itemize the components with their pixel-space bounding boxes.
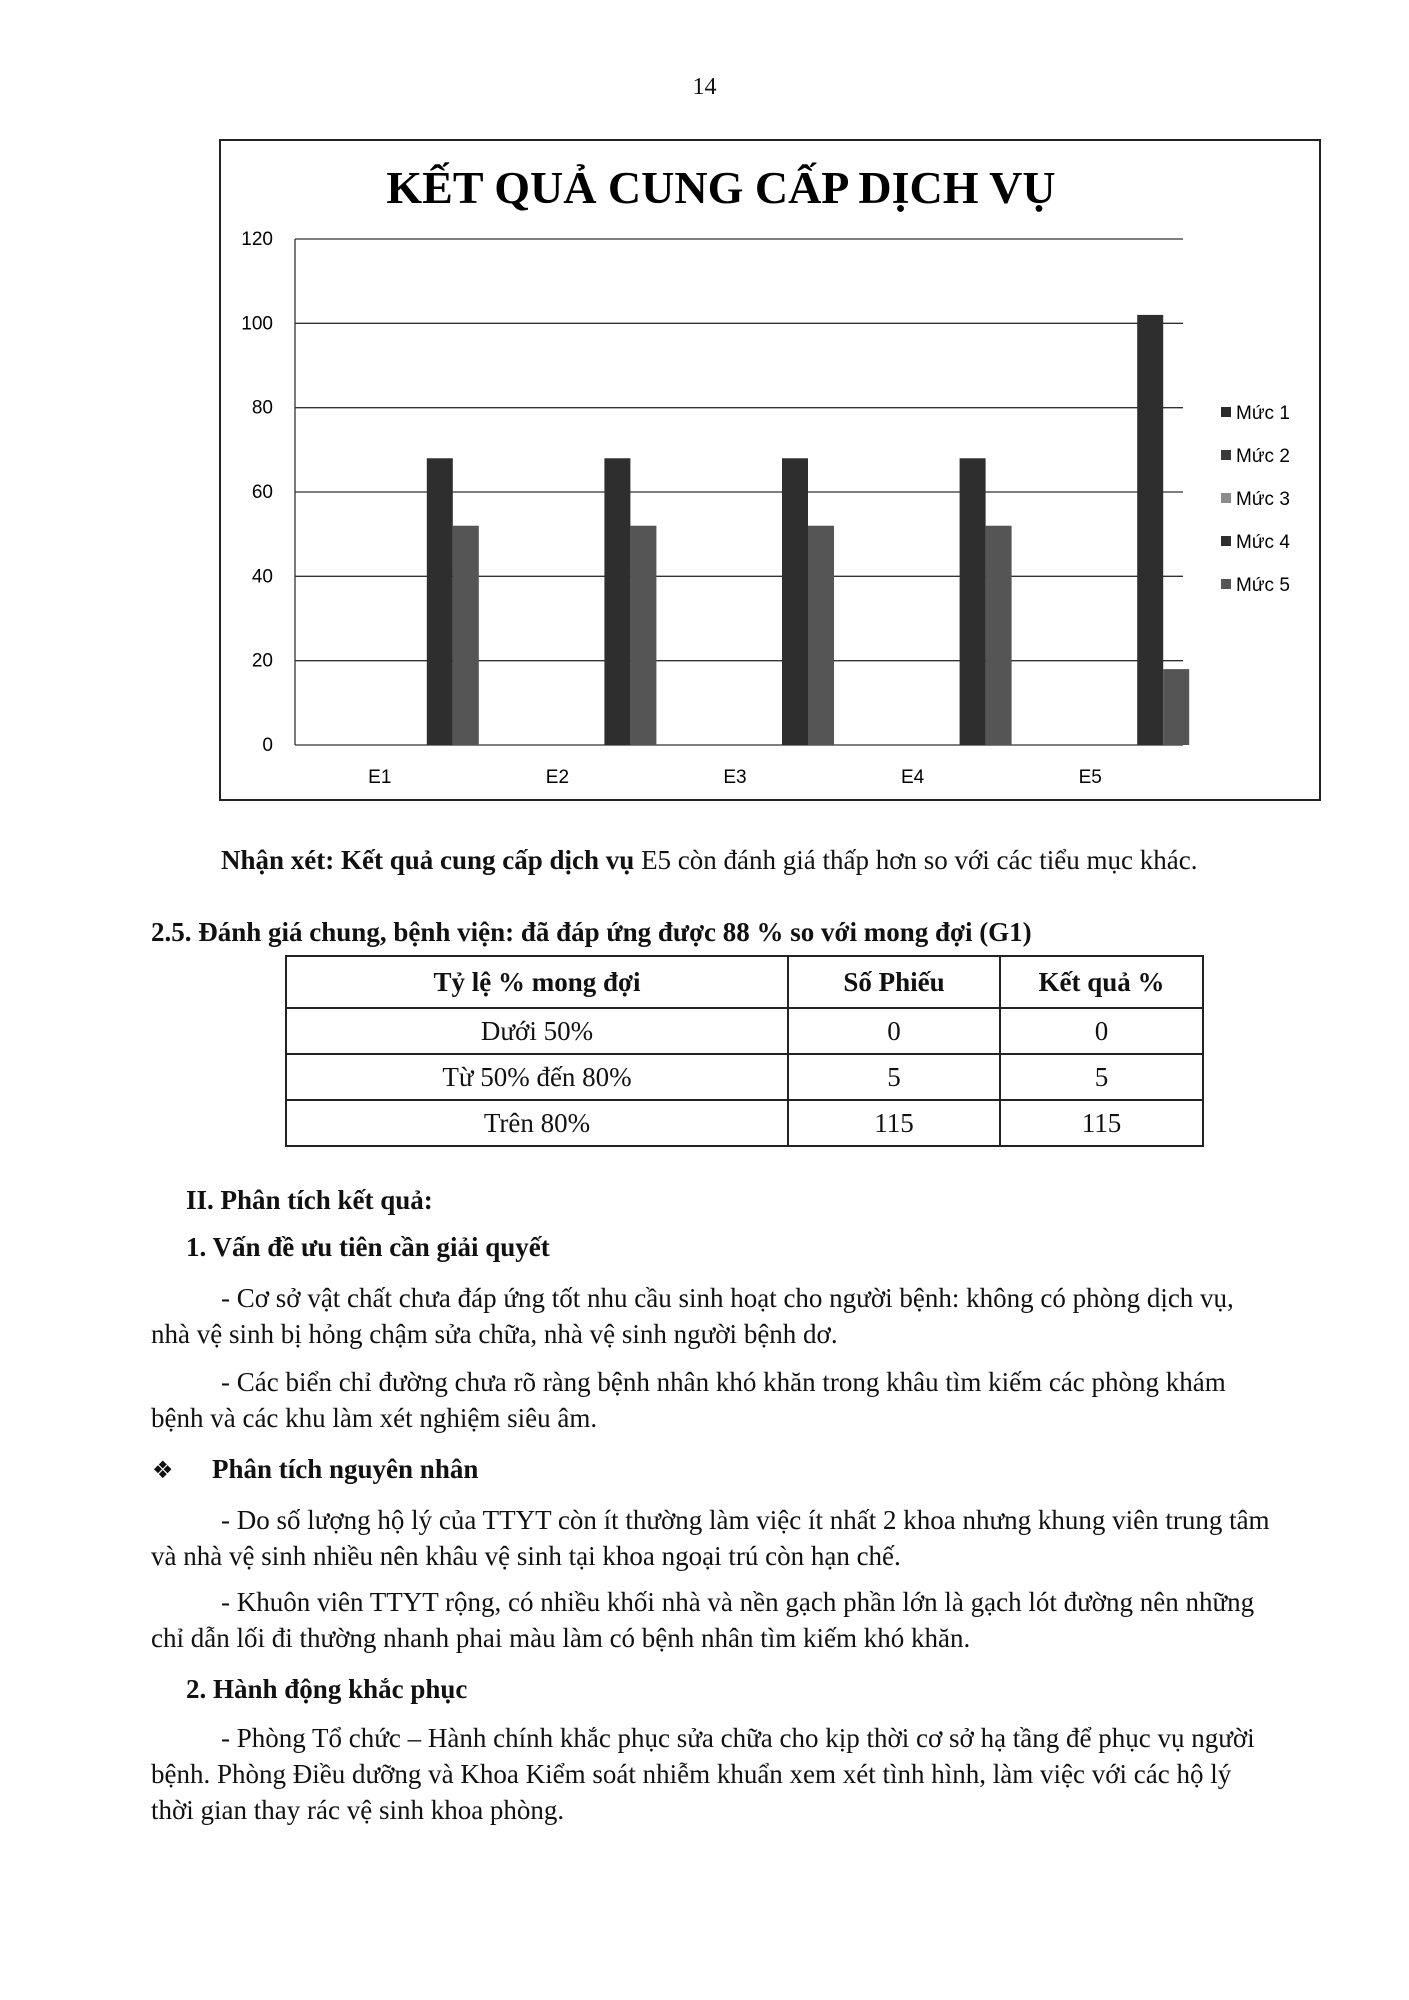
table-cell: 0 [1000,1008,1203,1054]
x-tick-label: E5 [1078,767,1102,788]
section-2-5-heading: 2.5. Đánh giá chung, bệnh viện: đã đáp ứng được 88 % so với mong đợi (G1) [151,917,1032,947]
legend-swatch [1221,450,1231,460]
legend-label: Mức 2 [1236,446,1290,467]
paragraph-4 [151,1584,1271,1656]
table-row [286,1008,1203,1054]
y-tick-label: 40 [251,566,273,588]
section-2-heading: 2. Hành động khắc phục [186,1674,468,1704]
chart-bar [630,526,656,745]
table-header-cell: Số Phiếu [788,956,1000,1008]
x-tick-label: E3 [723,767,747,788]
y-tick-label: 60 [251,482,273,503]
chart-bar [986,526,1012,745]
page-number: 14 [692,74,717,100]
paragraph-1 [151,1280,1271,1352]
result-table [285,955,1204,1147]
table-cell: 0 [788,1008,1000,1054]
chart-bar [1137,315,1163,745]
diamond-bullet-icon: ❖ [152,1456,174,1484]
legend-label: Mức 5 [1236,575,1290,596]
table-header-cell: Tỷ lệ % mong đợi [286,956,788,1008]
paragraph-4-text: - Khuôn viên TTYT rộng, có nhiều khối nhà và nền gạch phần lớn là gạch lót đường nên những chỉ dẫn lối đi thường nhanh phai màu làm có bệnh nhân tìm kiếm khó khăn. [151,1587,1255,1653]
table-cell: Trên 80% [286,1100,788,1146]
chart-bar [604,458,630,745]
legend-label: Mức 1 [1236,403,1290,424]
legend-swatch [1221,536,1231,546]
y-tick-label: 0 [262,735,273,756]
chart-bar [960,458,986,745]
paragraph-1-text: - Cơ sở vật chất chưa đáp ứng tốt nhu cầu sinh hoạt cho người bệnh: không có phòng dịch vụ, nhà vệ sinh bị hỏng chậm sửa chữa, nhà vệ sinh người bệnh dơ. [151,1283,1234,1349]
legend-swatch [1221,407,1231,417]
chart-bar [1163,669,1189,745]
nhan-xet-bold-text: Kết quả cung cấp dịch vụ [341,845,635,875]
legend-swatch [1221,579,1231,589]
chart-canvas [221,141,1319,799]
y-tick-label: 100 [241,313,273,335]
paragraph-2-text: - Các biển chỉ đường chưa rõ ràng bệnh nhân khó khăn trong khâu tìm kiếm các phòng khám bệnh và các khu làm xét nghiệm siêu âm. [151,1367,1226,1433]
nhan-xet-text: E5 còn đánh giá thấp hơn so với các tiểu mục khác. [641,845,1198,875]
y-tick-label: 80 [251,397,273,419]
nhan-xet-paragraph [151,842,1271,878]
table-cell: Từ 50% đến 80% [286,1054,788,1100]
x-tick-label: E4 [900,767,925,788]
x-tick-label: E1 [368,767,392,788]
y-tick-label: 120 [241,229,273,250]
section-1-heading: 1. Vấn đề ưu tiên cần giải quyết [186,1232,550,1262]
cause-heading-text: Phân tích nguyên nhân [212,1454,479,1484]
paragraph-3-text: - Do số lượng hộ lý của TTYT còn ít thường làm việc ít nhất 2 khoa nhưng khung viên trung tâm và nhà vệ sinh nhiều nên khâu vệ sinh tại khoa ngoại trú còn hạn chế. [151,1505,1270,1571]
paragraph-5-text: - Phòng Tổ chức – Hành chính khắc phục sửa chữa cho kịp thời cơ sở hạ tầng để phục vụ người bệnh. Phòng Điều dưỡng và Khoa Kiểm soát nhiễm khuẩn xem xét tình hình, làm việc với các hộ lý thời gian thay rác vệ sinh khoa phòng. [151,1723,1255,1825]
bar-chart [219,139,1321,801]
legend-label: Mức 3 [1236,489,1290,510]
table-cell: 5 [788,1054,1000,1100]
table-cell: 115 [1000,1100,1203,1146]
x-tick-label: E2 [545,767,570,788]
table-cell: Dưới 50% [286,1008,788,1054]
section-ii-heading: II. Phân tích kết quả: [186,1185,433,1215]
chart-title: KẾT QUẢ CUNG CẤP DỊCH VỤ [386,162,1056,213]
chart-bar [453,526,479,745]
table-row [286,1054,1203,1100]
cause-heading [152,1454,478,1485]
paragraph-2 [151,1364,1271,1436]
chart-bar [808,526,834,745]
chart-bar [427,458,453,745]
nhan-xet-label: Nhận xét: [221,845,335,875]
legend-swatch [1221,493,1231,503]
table-cell: 5 [1000,1054,1203,1100]
y-tick-label: 20 [251,650,273,672]
table-row [286,1100,1203,1146]
legend-label: Mức 4 [1236,532,1290,553]
table-cell: 115 [788,1100,1000,1146]
paragraph-5 [151,1720,1271,1828]
paragraph-3 [151,1502,1271,1574]
chart-bar [782,458,808,745]
table-header-row [286,956,1203,1008]
table-header-cell: Kết quả % [1000,956,1203,1008]
